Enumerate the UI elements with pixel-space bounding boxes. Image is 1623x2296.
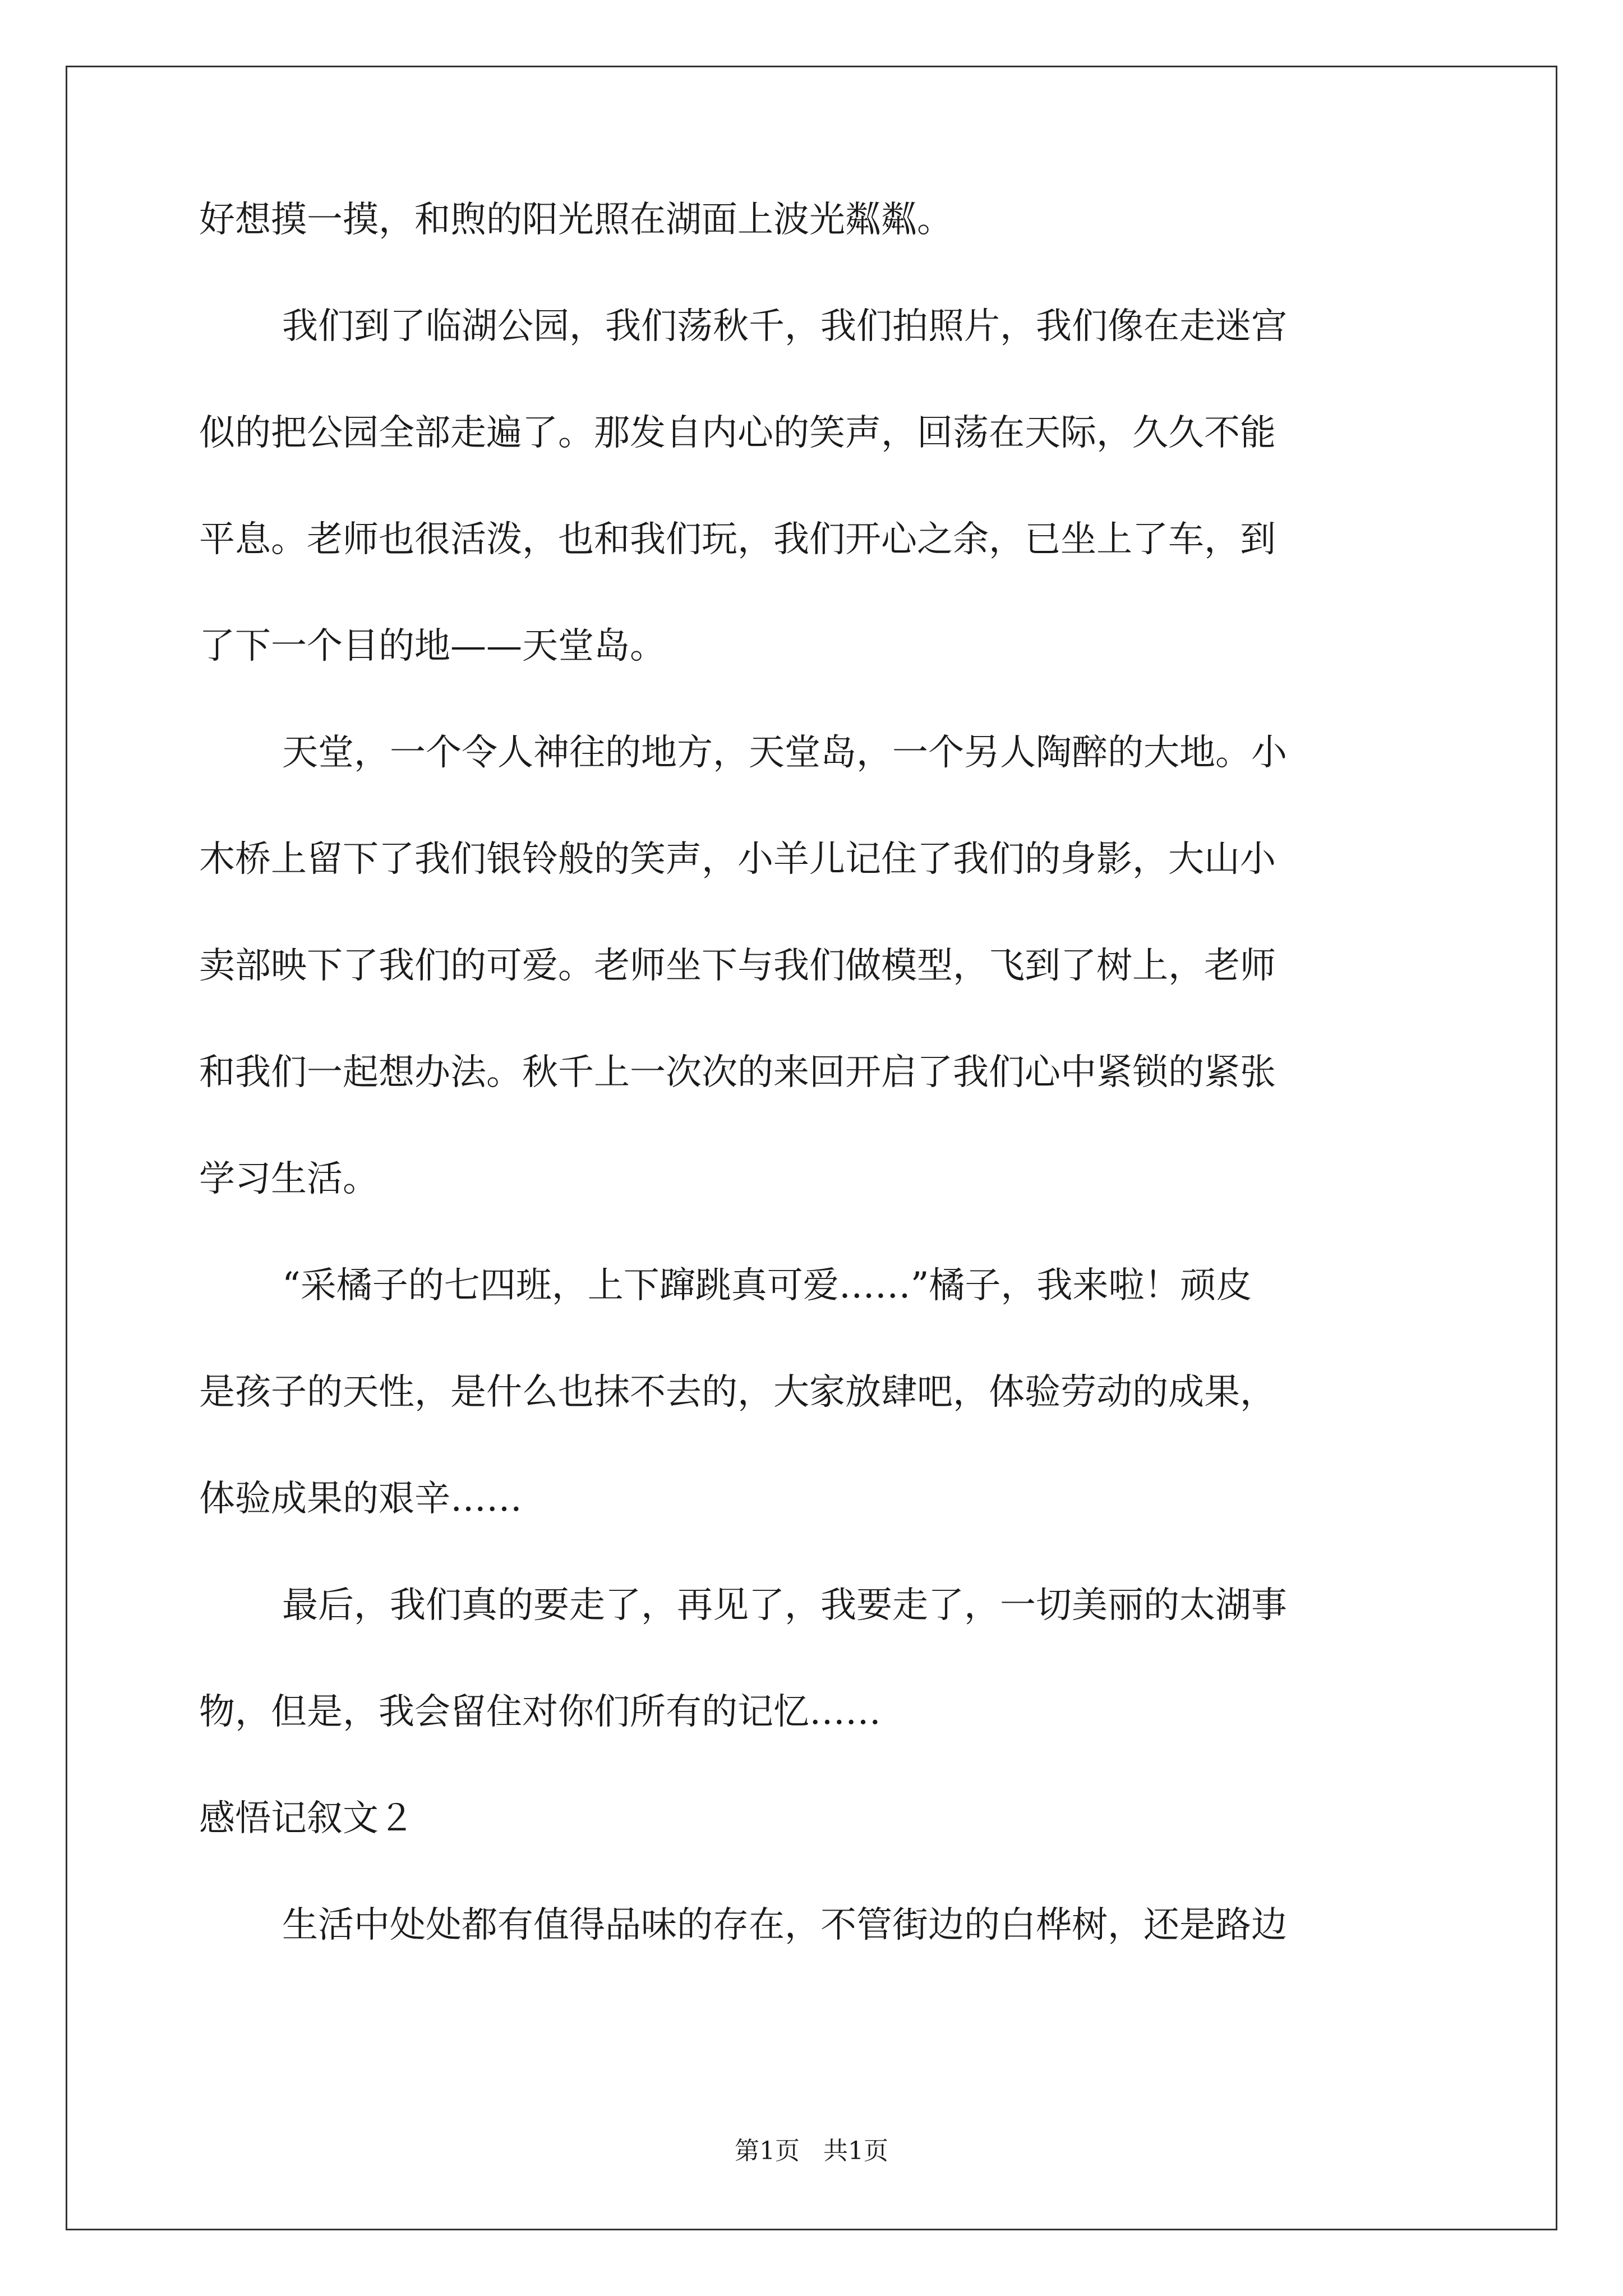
text-line: 平息。老师也很活泼，也和我们玩，我们开心之余，已坐上了车，到 [199,519,1276,560]
text-line: 卖部映下了我们的可爱。老师坐下与我们做模型，飞到了树上，老师 [199,945,1276,987]
text-line: 天堂，一个令人神往的地方，天堂岛，一个另人陶醉的大地。小 [282,732,1287,774]
text-line: 似的把公园全部走遍了。那发自内心的笑声，回荡在天际，久久不能 [199,412,1276,454]
text-line: 好想摸一摸，和煦的阳光照在湖面上波光粼粼。 [199,199,953,241]
text-line: 体验成果的艰辛…… [199,1478,522,1520]
section-heading: 感悟记叙文２ [199,1798,414,1839]
text-line: 物，但是，我会留住对你们所有的记忆…… [199,1691,881,1733]
document-body [199,199,1438,2014]
text-line: 学习生活。 [199,1158,379,1200]
page-number: 第1页 共1页 [735,2137,888,2165]
text-line: 了下一个目的地——天堂岛。 [199,625,666,667]
text-line: 生活中处处都有值得品味的存在，不管街边的白桦树，还是路边 [282,1904,1287,1946]
text-line: 是孩子的天性，是什么也抹不去的，大家放肆吧，体验劳动的成果， [199,1372,1276,1413]
text-line: 木桥上留下了我们银铃般的笑声，小羊儿记住了我们的身影，大山小 [199,839,1276,880]
text-line: “采橘子的七四班，上下蹿跳真可爱……”橘子，我来啦！顽皮 [282,1265,1252,1306]
text-line: 最后，我们真的要走了，再见了，我要走了，一切美丽的太湖事 [282,1585,1287,1626]
text-line: 我们到了临湖公园，我们荡秋千，我们拍照片，我们像在走迷宫 [282,306,1287,347]
text-line: 和我们一起想办法。秋千上一次次的来回开启了我们心中紧锁的紧张 [199,1052,1276,1093]
